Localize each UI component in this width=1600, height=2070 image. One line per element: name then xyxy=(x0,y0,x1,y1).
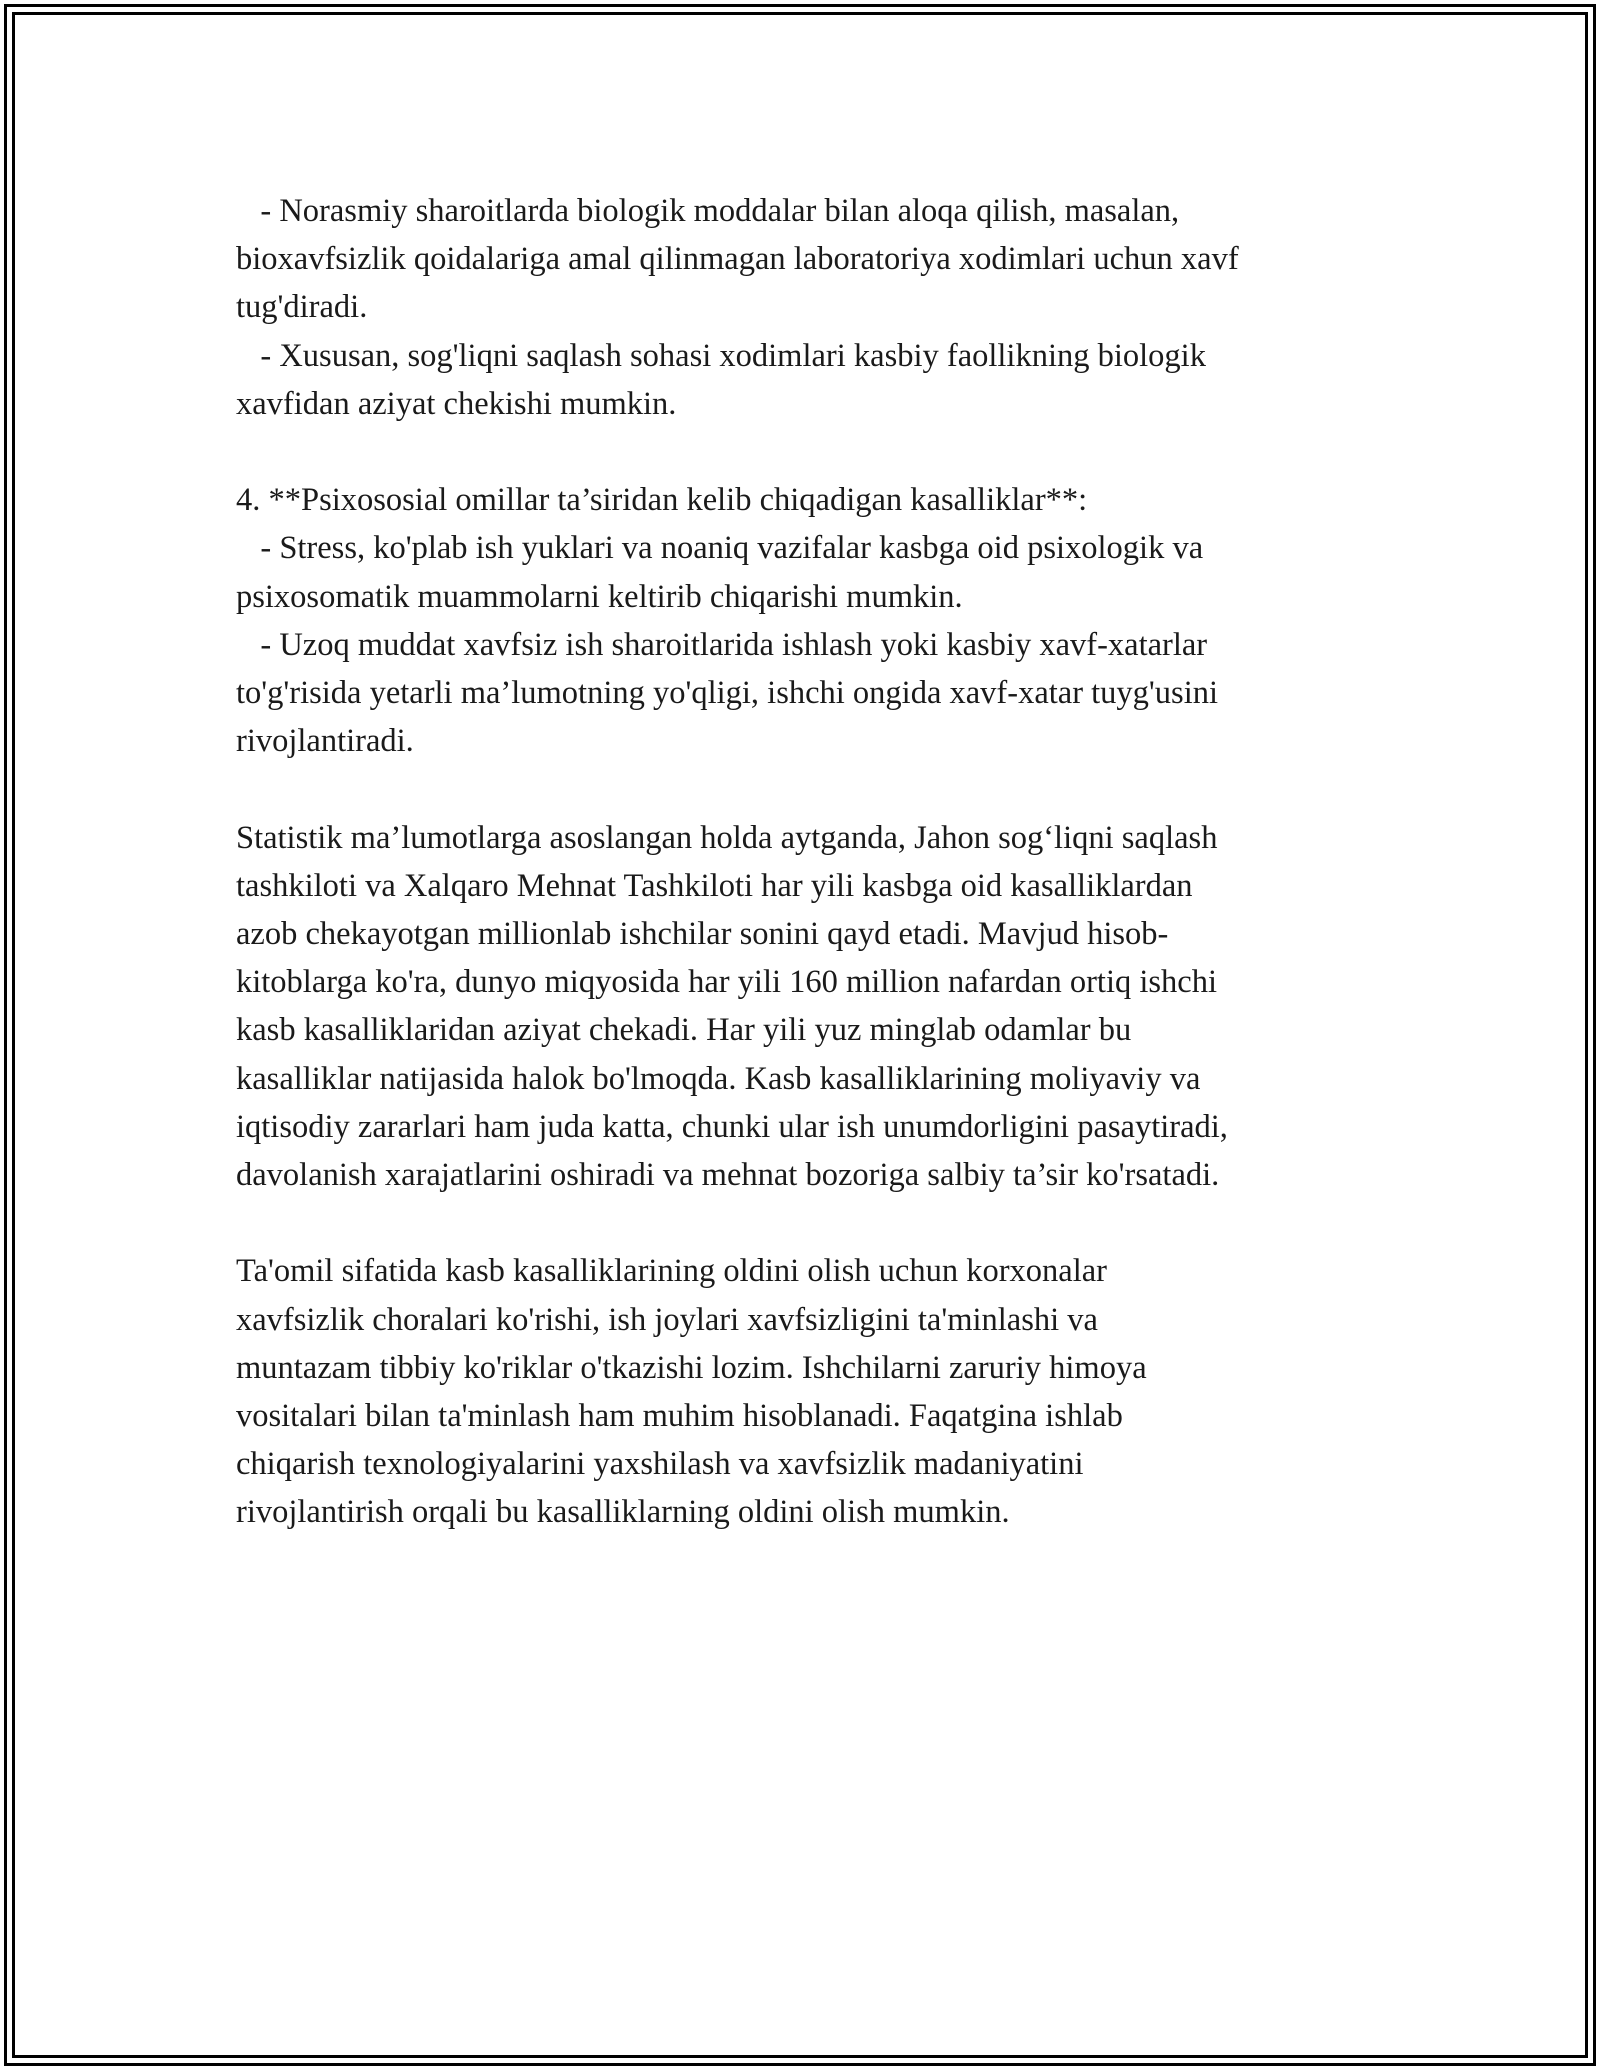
paragraph-statistics xyxy=(236,814,1386,1200)
text-line: tashkiloti va Xalqaro Mehnat Tashkiloti har yili kasbga oid kasalliklardan xyxy=(236,867,1193,904)
text-line: to'g'risida yetarli ma’lumotning yo'qligi, ishchi ongida xavf-xatar tuyg'usini xyxy=(236,675,1218,712)
paragraph-psychosocial-factors xyxy=(236,476,1386,765)
text-line: psixosomatik muammolarni keltirib chiqarishi mumkin. xyxy=(236,578,963,615)
paragraph-spacer xyxy=(236,428,1386,476)
text-line: rivojlantiradi. xyxy=(236,723,414,760)
text-line: bioxavfsizlik qoidalariga amal qilinmagan laboratoriya xodimlari uchun xavf xyxy=(236,241,1239,278)
text-line: kasb kasalliklaridan aziyat chekadi. Har yili yuz minglab odamlar bu xyxy=(236,1012,1132,1049)
text-line: xavfidan aziyat chekishi mumkin. xyxy=(236,385,677,422)
text-line: tug'diradi. xyxy=(236,289,368,326)
section-heading-line: 4. **Psixososial omillar ta’siridan kelib chiqadigan kasalliklar**: xyxy=(236,482,1088,519)
document-body xyxy=(236,187,1386,1537)
text-line: kitoblarga ko'ra, dunyo miqyosida har yili 160 million nafardan ortiq ishchi xyxy=(236,964,1217,1001)
text-line: chiqarish texnologiyalarini yaxshilash va xavfsizlik madaniyatini xyxy=(236,1446,1084,1483)
text-line: Ta'omil sifatida kasb kasalliklarining oldini olish uchun korxonalar xyxy=(236,1253,1107,1290)
text-line: - Stress, ko'plab ish yuklari va noaniq vazifalar kasbga oid psixologik va xyxy=(236,530,1204,567)
text-line: kasalliklar natijasida halok bo'lmoqda. Kasb kasalliklarining moliyaviy va xyxy=(236,1060,1201,1097)
text-line: - Xususan, sog'liqni saqlash sohasi xodimlari kasbiy faollikning biologik xyxy=(236,337,1206,374)
text-line: iqtisodiy zararlari ham juda katta, chunki ular ish unumdorligini pasaytiradi, xyxy=(236,1108,1228,1145)
text-line: - Norasmiy sharoitlarda biologik moddalar bilan aloqa qilish, masalan, xyxy=(236,193,1180,229)
paragraph-prevention xyxy=(236,1247,1386,1536)
text-line: xavfsizlik choralari ko'rishi, ish joylari xavfsizligini ta'minlashi va xyxy=(236,1301,1098,1338)
paragraph-biological-hazards xyxy=(236,187,1386,428)
text-line: rivojlantirish orqali bu kasalliklarning oldini olish mumkin. xyxy=(236,1494,1010,1531)
text-line: muntazam tibbiy ko'riklar o'tkazishi lozim. Ishchilarni zaruriy himoya xyxy=(236,1349,1147,1386)
text-line: davolanish xarajatlarini oshiradi va mehnat bozoriga salbiy ta’sir ko'rsatadi. xyxy=(236,1157,1220,1194)
text-line: vositalari bilan ta'minlash ham muhim hisoblanadi. Faqatgina ishlab xyxy=(236,1398,1123,1435)
paragraph-spacer xyxy=(236,765,1386,813)
text-line: - Uzoq muddat xavfsiz ish sharoitlarida ishlash yoki kasbiy xavf-xatarlar xyxy=(236,626,1208,663)
text-line: azob chekayotgan millionlab ishchilar sonini qayd etadi. Mavjud hisob- xyxy=(236,916,1169,953)
paragraph-spacer xyxy=(236,1199,1386,1247)
text-line: Statistik ma’lumotlarga asoslangan holda aytganda, Jahon sog‘liqni saqlash xyxy=(236,819,1218,856)
